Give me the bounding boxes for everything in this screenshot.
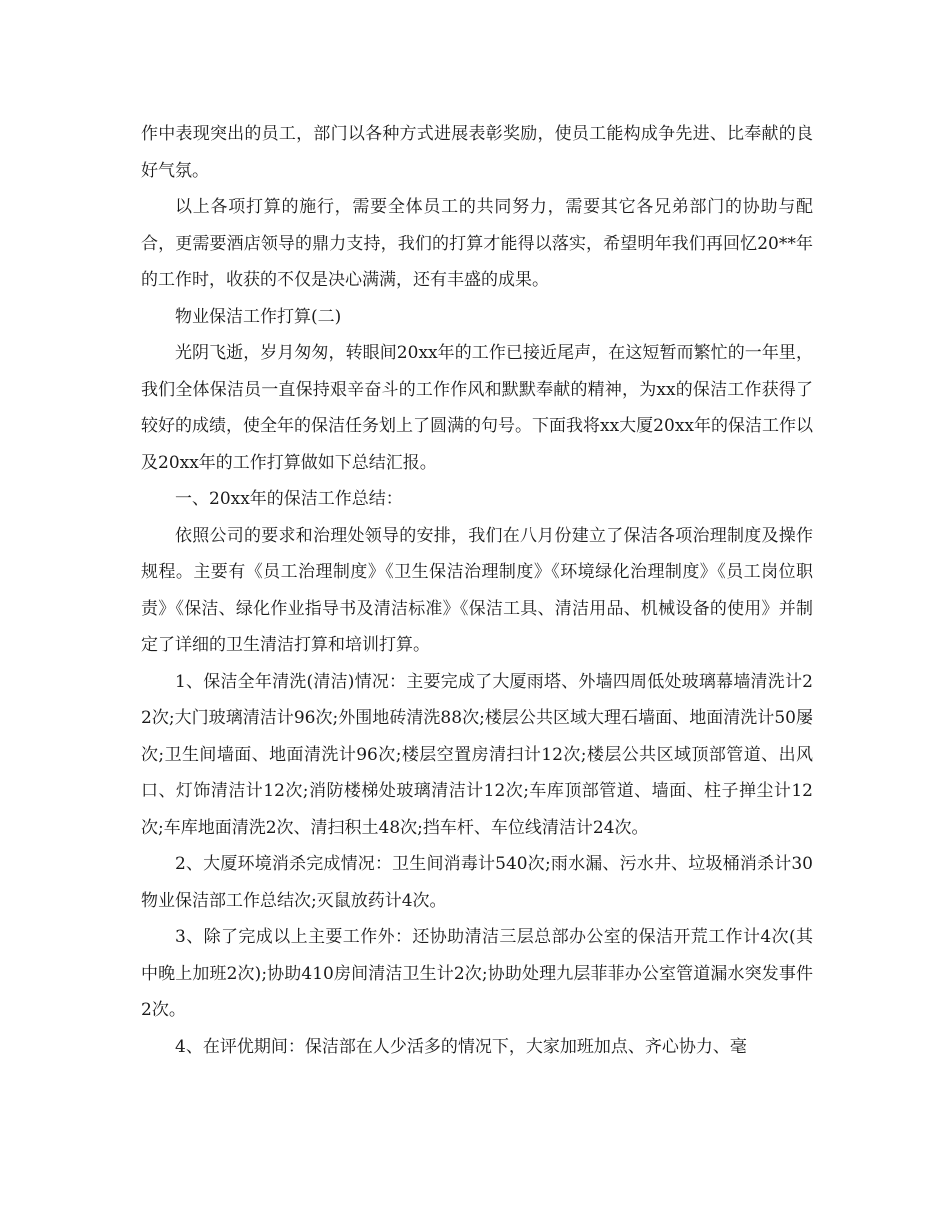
document-body bbox=[141, 116, 813, 1065]
list-item-4: 4、在评优期间：保洁部在人少活多的情况下，大家加班加点、齐心协力、毫 bbox=[175, 1036, 747, 1057]
list-item-3: 3、除了完成以上主要工作外：还协助清洁三层总部办公室的保洁开荒工作计4次(其中晚上加班2次);协助410房间清洁卫生计2次;协助处理九层菲菲办公室管道漏水突发事件2次。 bbox=[141, 927, 813, 1020]
paragraph-rules: 依照公司的要求和治理处领导的安排，我们在八月份建立了保洁各项治理制度及操作规程。主要有《员工治理制度》《卫生保洁治理制度》《环境绿化治理制度》《员工岗位职责》《保洁、绿化作业指导书及清洁标准》《保洁工具、清洁用品、机械设备的使用》并制定了详细的卫生清洁打算和培训打算。 bbox=[141, 525, 813, 655]
paragraph-intro: 光阴飞逝，岁月匆匆，转眼间20xx年的工作已接近尾声，在这短暂而繁忙的一年里，我们全体保洁员一直保持艰辛奋斗的工作作风和默默奉献的精神，为xx的保洁工作获得了较好的成绩，使全年的保洁任务划上了圆满的句号。下面我将xx大厦20xx年的保洁工作以及20xx年的工作打算做如下总结汇报。 bbox=[141, 343, 813, 473]
paragraph-continuation: 作中表现突出的员工，部门以各种方式进展表彰奖励，使员工能构成争先进、比奉献的良好气氛。 bbox=[141, 124, 813, 181]
section-heading: 一、20xx年的保洁工作总结： bbox=[175, 489, 403, 509]
list-item-2: 2、大厦环境消杀完成情况：卫生间消毒计540次;雨水漏、污水井、垃圾桶消杀计30物业保洁部工作总结次;灭鼠放药计4次。 bbox=[141, 854, 813, 911]
paragraph-conclusion: 以上各项打算的施行，需要全体员工的共同努力，需要其它各兄弟部门的协助与配合，更需要酒店领导的鼎力支持，我们的打算才能得以落实，希望明年我们再回忆20**年的工作时，收获的不仅是决心满满，还有丰盛的成果。 bbox=[141, 197, 813, 290]
section-title: 物业保洁工作打算(二) bbox=[175, 306, 342, 327]
list-item-1: 1、保洁全年清洗(清洁)情况：主要完成了大厦雨塔、外墙四周低处玻璃幕墙清洗计22次;大门玻璃清洁计96次;外围地砖清洗88次;楼层公共区域大理石墙面、地面清洗计50屡次;卫生间墙面、地面清洗计96次;楼层空置房清扫计12次;楼层公共区域顶部管道、出风口、灯饰清洁计12次;消防楼梯处玻璃清洁计12次;车库顶部管道、墙面、柱子掸尘计12次;车库地面清洗2次、清扫积土48次;挡车杆、车位线清洁计24次。 bbox=[141, 671, 813, 838]
